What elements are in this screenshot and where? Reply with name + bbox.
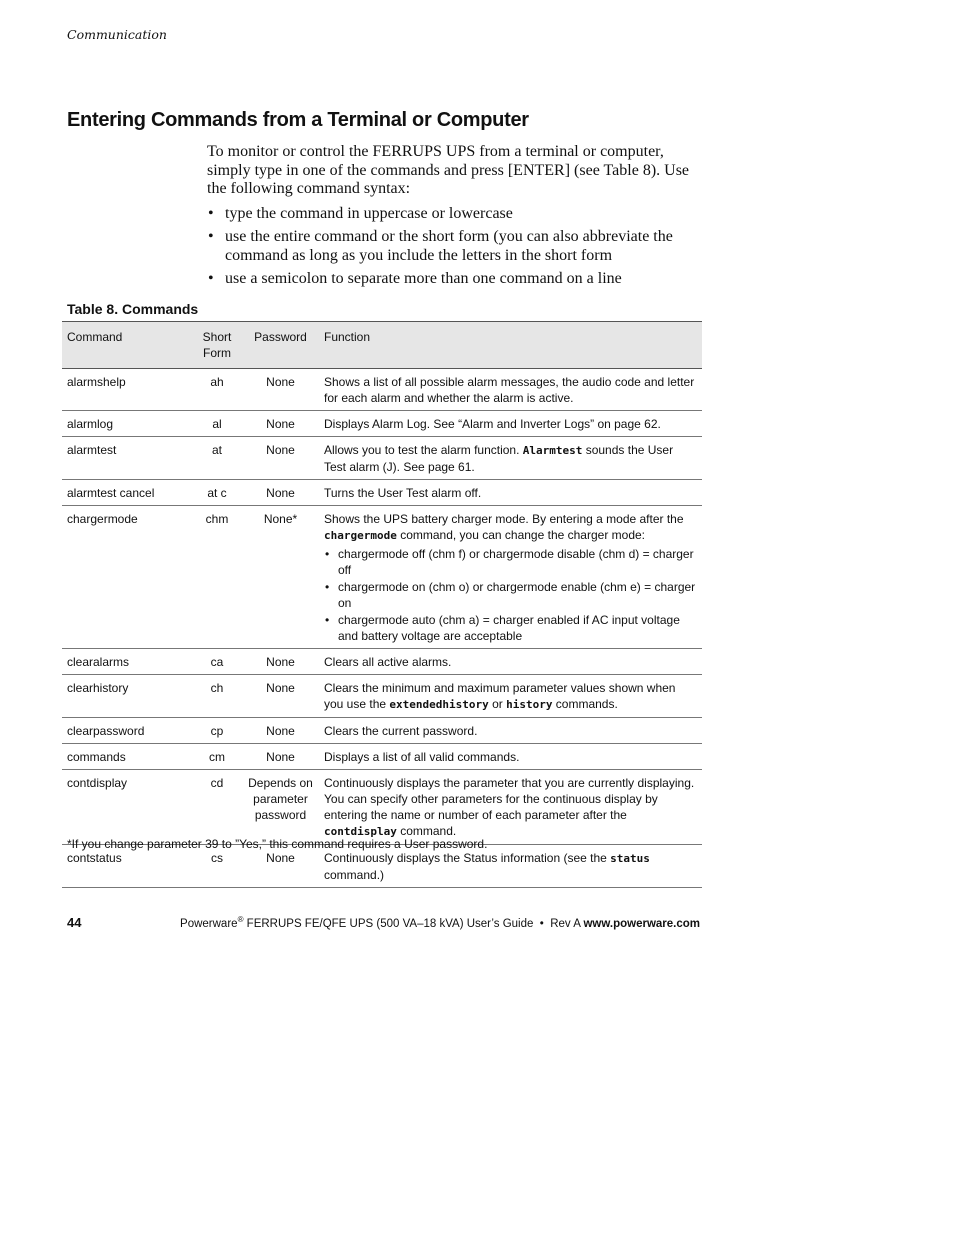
cell-short: chm	[192, 506, 242, 649]
inline-command: chargermode	[324, 529, 397, 542]
page-number: 44	[67, 915, 82, 930]
inline-command: Alarmtest	[522, 444, 583, 457]
cell-password: None	[242, 718, 319, 744]
inline-command: history	[506, 698, 553, 711]
cell-command: clearalarms	[62, 649, 192, 675]
page-footer	[180, 915, 700, 930]
table-caption: Table 8. Commands	[67, 301, 199, 317]
cell-function: Turns the User Test alarm off.	[319, 480, 702, 506]
cell-command: alarmshelp	[62, 369, 192, 411]
footer-url: www.powerware.com	[583, 917, 700, 930]
cell-short: cs	[192, 845, 242, 888]
cell-command: contdisplay	[62, 770, 192, 845]
cell-short: cd	[192, 770, 242, 845]
syntax-item: • use a semicolon to separate more than one command on a line	[207, 270, 707, 289]
cell-password: None	[242, 437, 319, 480]
function-text: Shows the UPS battery charger mode. By entering a mode after the	[324, 512, 684, 526]
cell-short: ch	[192, 675, 242, 718]
cell-password: Depends on parameter password	[242, 770, 319, 845]
cell-short: cm	[192, 744, 242, 770]
intro-block	[207, 143, 707, 294]
cell-password: None	[242, 480, 319, 506]
cell-function	[319, 770, 702, 845]
cell-function: Clears the current password.	[319, 718, 702, 744]
header-function: Function	[319, 322, 702, 369]
cell-function	[319, 437, 702, 480]
function-text: Clears the minimum and maximum parameter values shown when you use the	[324, 681, 676, 711]
cell-short: ah	[192, 369, 242, 411]
table-row	[62, 718, 702, 744]
table-footnote: *If you change parameter 39 to ”Yes,” this command requires a User password.	[67, 837, 488, 851]
function-text: Allows you to test the alarm function.	[324, 443, 523, 457]
cell-function: Displays a list of all valid commands.	[319, 744, 702, 770]
commands-table	[62, 321, 702, 888]
table-row	[62, 480, 702, 506]
cell-function	[319, 675, 702, 718]
cell-password: None	[242, 845, 319, 888]
cell-password: None	[242, 369, 319, 411]
section-title: Entering Commands from a Terminal or Computer	[67, 109, 529, 131]
cell-command: alarmtest cancel	[62, 480, 192, 506]
charger-mode-list	[324, 546, 697, 644]
function-text: command, you can change the charger mode:	[396, 528, 646, 542]
table-row	[62, 649, 702, 675]
cell-password: None	[242, 411, 319, 437]
charger-mode-item: • chargermode off (chm f) or chargermode disable (chm d) = charger off	[324, 546, 697, 578]
table-row	[62, 437, 702, 480]
cell-password: None	[242, 649, 319, 675]
function-text: command.	[396, 824, 457, 838]
cell-password: None	[242, 675, 319, 718]
intro-paragraph: To monitor or control the FERRUPS UPS from a terminal or computer, simply type in one of the commands and press [ENTER] (see Table 8). Use the following command syntax:	[207, 143, 690, 197]
inline-command: status	[610, 852, 650, 865]
table-row	[62, 411, 702, 437]
charger-mode-item: • chargermode on (chm o) or chargermode enable (chm e) = charger on	[324, 579, 697, 611]
cell-short: cp	[192, 718, 242, 744]
table-row	[62, 770, 702, 845]
cell-function: Clears all active alarms.	[319, 649, 702, 675]
cell-command: clearhistory	[62, 675, 192, 718]
cell-password: None*	[242, 506, 319, 649]
cell-command: contstatus	[62, 845, 192, 888]
table-header-row	[62, 322, 702, 369]
cell-short: at	[192, 437, 242, 480]
table-row	[62, 506, 702, 649]
function-text: commands.	[552, 697, 618, 711]
function-text: Continuously displays the parameter that you are currently displaying. You can specify other parameters for the continuous display by entering the name or number of each parameter after the	[324, 776, 695, 822]
table-row	[62, 744, 702, 770]
function-text: or	[488, 697, 507, 711]
cell-command: chargermode	[62, 506, 192, 649]
footer-brand: Powerware	[180, 917, 238, 930]
syntax-item: • use the entire command or the short form (you can also abbreviate the command as long as you include the letters in the short form	[207, 228, 707, 265]
function-text: command.)	[324, 868, 385, 882]
cell-short: at c	[192, 480, 242, 506]
syntax-list	[207, 205, 707, 289]
cell-function: Shows a list of all possible alarm messages, the audio code and letter for each alarm and whether the alarm is active.	[319, 369, 702, 411]
cell-short: al	[192, 411, 242, 437]
cell-password: None	[242, 744, 319, 770]
function-text: sounds the User Test alarm (J). See page 61.	[324, 443, 674, 474]
cell-command: alarmlog	[62, 411, 192, 437]
inline-command: contdisplay	[324, 825, 397, 838]
cell-function	[319, 506, 702, 649]
table-row	[62, 675, 702, 718]
cell-command: clearpassword	[62, 718, 192, 744]
registered-mark: ®	[237, 915, 244, 924]
cell-command: commands	[62, 744, 192, 770]
syntax-item: • type the command in uppercase or lowercase	[207, 205, 707, 224]
footer-guide-title: FERRUPS FE/QFE UPS (500 VA–18 kVA) User’s Guide • Rev A	[243, 917, 584, 930]
charger-mode-item: • chargermode auto (chm a) = charger enabled if AC input voltage and battery voltage are acceptable	[324, 612, 697, 644]
header-password: Password	[242, 322, 319, 369]
cell-short: ca	[192, 649, 242, 675]
inline-command: extendedhistory	[389, 698, 489, 711]
running-header: Communication	[67, 27, 167, 42]
table-row	[62, 369, 702, 411]
function-text: Continuously displays the Status information (see the	[324, 851, 611, 865]
cell-command: alarmtest	[62, 437, 192, 480]
header-short-form: Short Form	[192, 322, 242, 369]
header-command: Command	[62, 322, 192, 369]
cell-function: Displays Alarm Log. See “Alarm and Inverter Logs” on page 62.	[319, 411, 702, 437]
